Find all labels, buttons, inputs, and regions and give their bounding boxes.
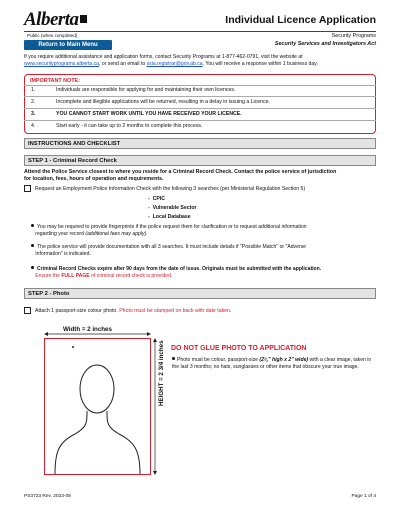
- important-item-text: Start early - it can take up to 2 months to complete this process.: [56, 123, 203, 129]
- bullet-icon: [31, 244, 34, 247]
- website-link[interactable]: www.securityprograms.alberta.ca: [24, 61, 100, 67]
- important-note-title: IMPORTANT NOTE:: [30, 78, 80, 84]
- page-number: Page 1 of 4: [351, 494, 376, 499]
- photo-requirements: Photo must be colour, passport-size (2¾" high x 2" wide) with a clear image, taken in the last 3 months; no hats, sunglasses or other items that obscure your true image.: [172, 357, 372, 370]
- step1-lead: Attend the Police Service closest to where you reside for a Criminal Record Check. Contact the police service of jurisdiction for location, fees, hours of operation and requirements.: [24, 169, 337, 182]
- act-name: Security Services and Investigators Act: [274, 41, 376, 47]
- step1-bullet-expiry: Criminal Record Checks expire after 90 days from the date of issue. Originals must be submitted with the application. Ensure the FULL PAGE of criminal record check is provided.: [31, 266, 371, 280]
- bullet-icon: [31, 224, 34, 227]
- search-item: - Local Database: [148, 214, 191, 220]
- header-divider: [24, 31, 376, 32]
- form-id: PS3723 Rev. 2023-08: [24, 494, 71, 499]
- important-row-divider: [24, 108, 376, 109]
- email-link[interactable]: ssia.registrar@gov.ab.ca: [146, 61, 203, 67]
- bullet-icon: [172, 357, 175, 360]
- important-row-divider: [24, 85, 376, 86]
- program-name: Security Programs: [331, 33, 376, 39]
- logo-flag-icon: [80, 15, 87, 23]
- search-item: - CPIC: [148, 196, 166, 202]
- page-title: Individual Licence Application: [225, 14, 376, 26]
- step1-section-header: STEP 1 - Criminal Record Check: [24, 155, 376, 166]
- step2-checkbox[interactable]: [24, 307, 31, 314]
- photo-placeholder-box: [44, 338, 151, 475]
- step2-section-header: STEP 2 - Photo: [24, 288, 376, 299]
- important-item-number: 1.: [31, 87, 36, 93]
- important-row-divider: [24, 96, 376, 97]
- intro-text: If you require additional assistance and application forms, contact Security Programs at 1-877-462-0791, visit the website at www.securityprograms.alberta.ca, or send an email to ssia.registrar@gov.ab.ca. You will receive a response within 1 business day.: [24, 54, 318, 67]
- important-item-text: YOU CANNOT START WORK UNTIL YOU HAVE RECEIVED YOUR LICENCE.: [56, 111, 242, 117]
- important-item-text: Incomplete and illegible applications will be returned, resulting in a delay in issuing a Licence.: [56, 99, 270, 105]
- important-row-divider: [24, 120, 376, 121]
- return-to-main-menu-button[interactable]: Return to Main Menu: [24, 40, 112, 50]
- instructions-section-header: INSTRUCTIONS AND CHECKLIST: [24, 138, 376, 149]
- step1-bullet-fingerprints: You may be required to provide fingerprints if the police request them for clarification or to request additional information regarding your record (additional fees may apply).: [31, 224, 371, 238]
- step1-bullet-documentation: The police service will provide documentation with all 3 searches. It must include details if "Possible Match" or "Adverse Information" is indicated.: [31, 244, 371, 258]
- important-item-number: 3.: [31, 111, 36, 117]
- important-item-text: Individuals are responsible for applying for and maintaining their own licences.: [56, 87, 236, 93]
- step1-checkbox-label: Request an Employment Police Information Check with the following 3 searches (per Ministerial Regulation Section 5): [35, 186, 306, 192]
- head-silhouette-icon: [45, 339, 150, 474]
- search-item: - Vulnerable Sector: [148, 205, 197, 211]
- bullet-icon: [31, 266, 34, 269]
- public-note: Public (when completed): [27, 33, 78, 38]
- no-glue-warning: DO NOT GLUE PHOTO TO APPLICATION: [171, 345, 307, 352]
- photo-height-label: HEIGHT = 2 3/4 inches: [158, 340, 165, 406]
- important-item-number: 2.: [31, 99, 36, 105]
- width-arrow: [44, 331, 151, 337]
- step1-checkbox[interactable]: [24, 185, 31, 192]
- step2-checkbox-label: Attach 1 passport-size colour photo. Photo must be stamped on back with date taken.: [35, 308, 232, 314]
- photo-width-label: Width = 2 inches: [63, 326, 112, 333]
- important-item-number: 4.: [31, 123, 36, 129]
- alberta-logo: Alberta: [24, 9, 87, 31]
